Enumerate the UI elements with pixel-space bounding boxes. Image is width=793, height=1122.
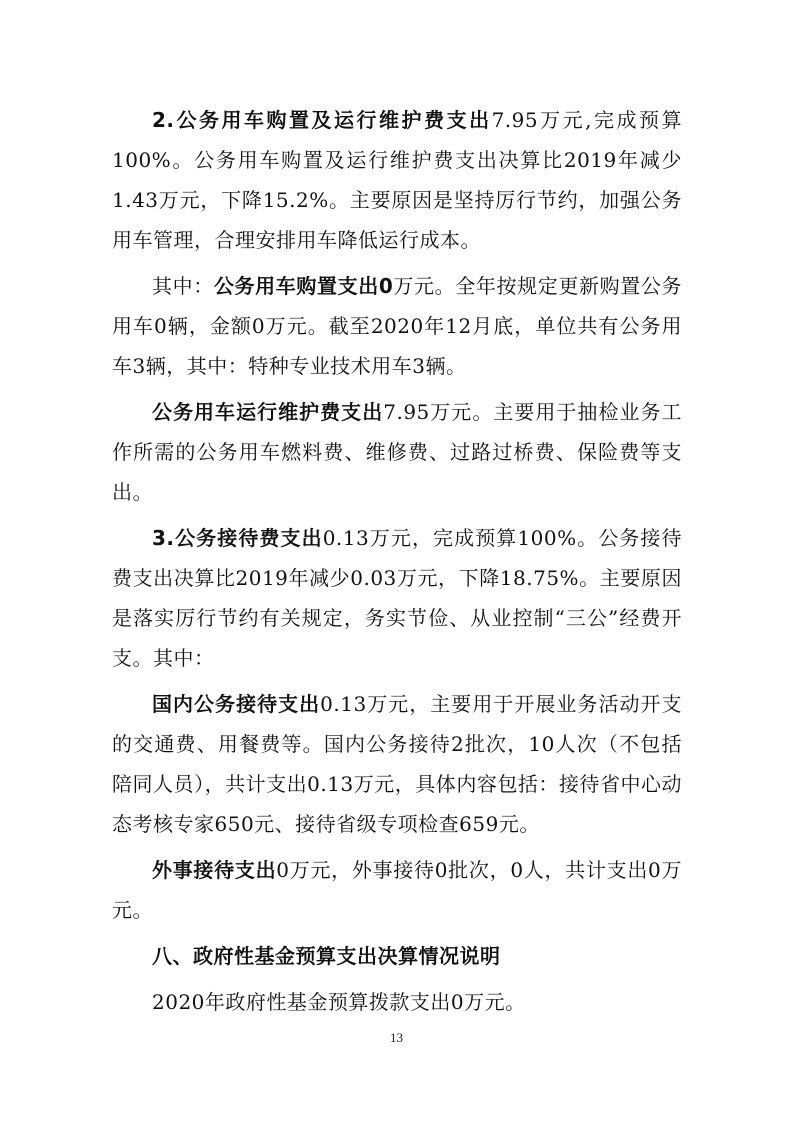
paragraph-vehicle-purchase (112, 266, 682, 386)
paragraph-lead: 其中： (152, 274, 214, 298)
paragraph-text: 0.13万元，完成预算100%。公务接待费支出决算比2019年减少0.03万元，下降18.75%。主要原因是落实厉行节约有关规定，务实节俭、从业控制“三公”经费开支。其中： (112, 526, 682, 670)
paragraph-heading: 公务用车运行维护费支出 (152, 400, 384, 424)
document-body (112, 100, 682, 1022)
page-number: 13 (390, 1030, 403, 1045)
paragraph-text: 0.13万元，主要用于开展业务活动开支的交通费、用餐费等。国内公务接待2批次，10人次（不包括陪同人员），共计支出0.13万元，具体内容包括：接待省中心动态考核专家650元、接待省级专项检查659元。 (112, 692, 683, 836)
paragraph-heading: 外事接待支出 (152, 858, 277, 882)
paragraph-domestic-reception (112, 684, 682, 844)
paragraph-government-fund (112, 982, 682, 1022)
paragraph-foreign-reception (112, 850, 682, 930)
paragraph-vehicle-total (112, 100, 682, 260)
paragraph-text: 7.95万元。主要用于抽检业务工作所需的公务用车燃料费、维修费、过路过桥费、保险费等支出。 (112, 400, 683, 504)
paragraph-text: 2020年政府性基金预算拨款支出0万元。 (152, 990, 526, 1014)
paragraph-reception-total (112, 518, 682, 678)
paragraph-heading: 2.公务用车购置及运行维护费支出 (152, 108, 492, 132)
paragraph-vehicle-maintenance (112, 392, 682, 512)
paragraph-heading: 公务用车购置支出0 (213, 274, 394, 298)
paragraph-heading: 八、政府性基金预算支出决算情况说明 (152, 944, 501, 968)
paragraph-heading: 国内公务接待支出 (152, 692, 321, 716)
paragraph-heading: 3.公务接待费支出 (152, 526, 323, 550)
section-heading-government-fund (112, 936, 682, 976)
paragraph-text: 7.95万元,完成预算100%。公务用车购置及运行维护费支出决算比2019年减少1.43万元，下降15.2%。主要原因是坚持厉行节约，加强公务用车管理，合理安排用车降低运行成本。 (112, 108, 682, 252)
paragraph-text: 万元。全年按规定更新购置公务用车0辆，金额0万元。截至2020年12月底，单位共有公务用车3辆，其中：特种专业技术用车3辆。 (112, 274, 683, 378)
paragraph-text: 0万元，外事接待0批次，0人，共计支出0万元。 (112, 858, 682, 922)
